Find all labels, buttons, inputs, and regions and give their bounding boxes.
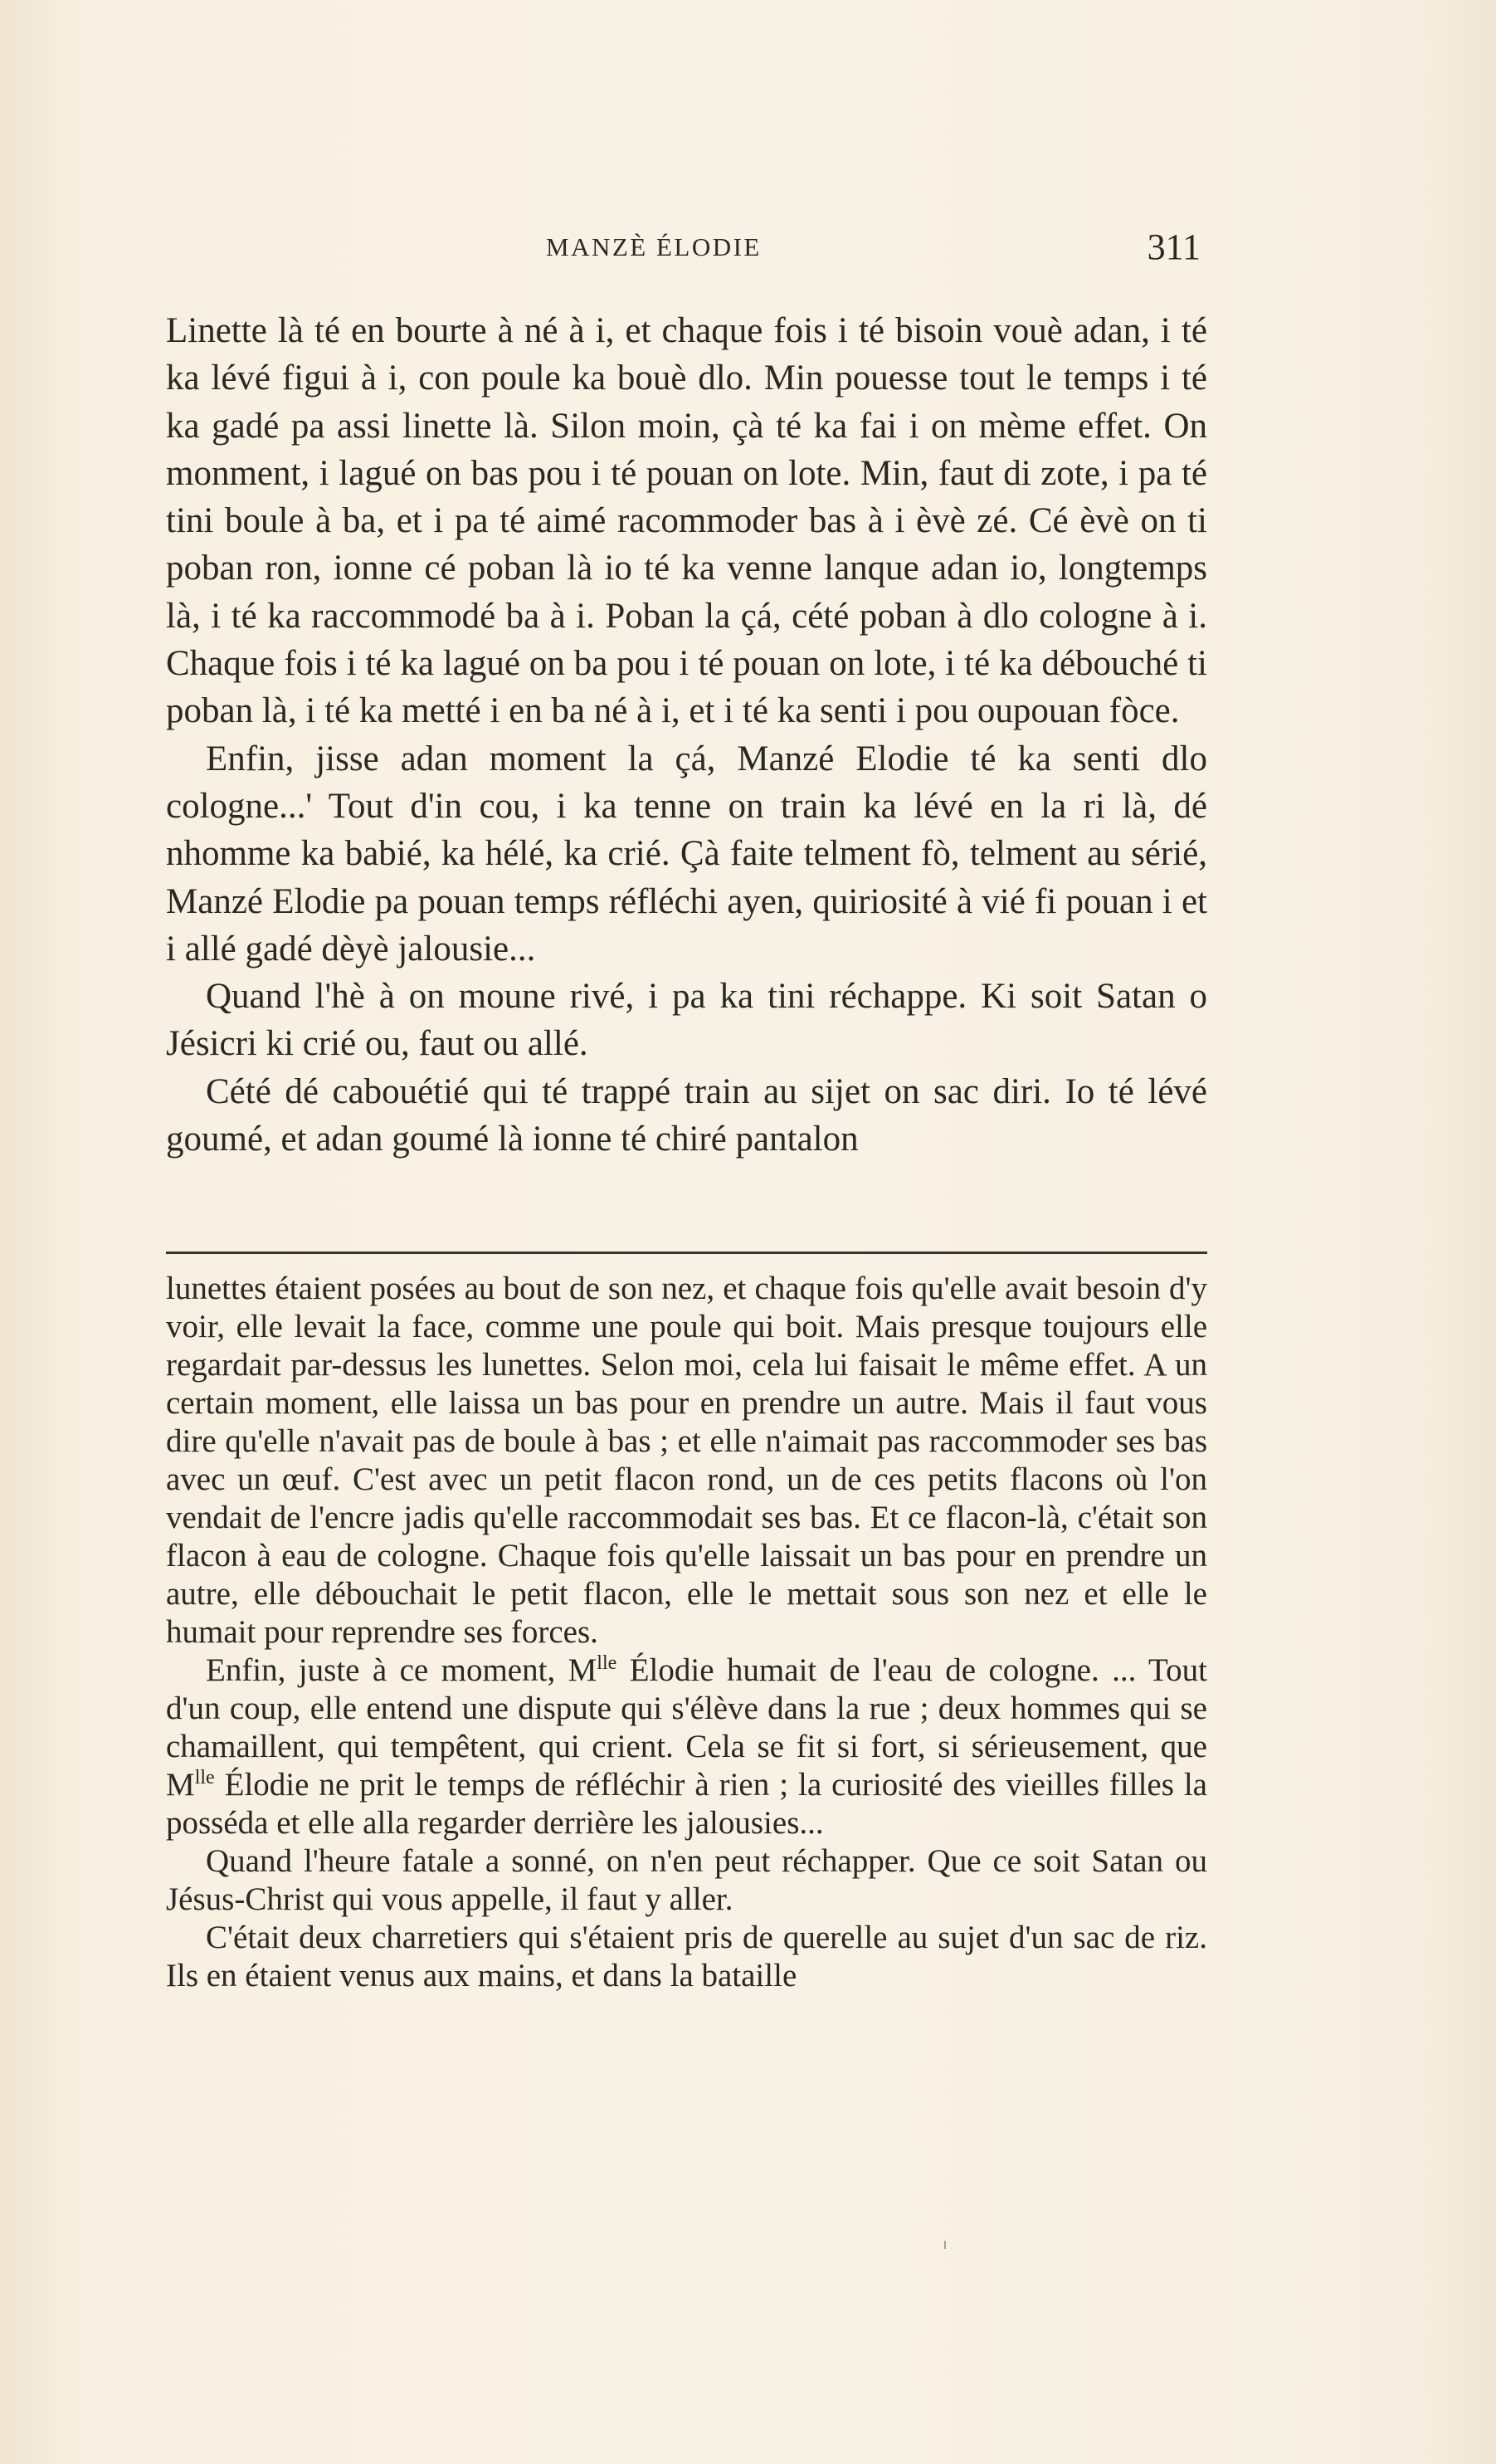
paper-mark [944, 2241, 946, 2249]
french-text-run: C'était deux charretiers qui s'étaient pris de querelle au sujet d'un sac de riz. Ils en étaient venus aux mains, et dans la bataille [166, 1920, 1207, 1993]
superscript: lle [194, 1767, 215, 1788]
french-text-run: Enfin, juste à ce moment, M [206, 1652, 597, 1688]
french-paragraph [166, 1270, 1207, 1652]
running-title: MANZÈ ÉLODIE [546, 232, 762, 261]
french-text-run: lunettes étaient posées au bout de son nez, et chaque fois qu'elle avait besoin d'y voir, elle levait la face, comme une poule qui boit. Mais presque toujours elle regardait par-dessus les lunettes. Selon moi, cela lui faisait le même effet. A un certain moment, elle laissa un bas pour en prendre un autre. Mais il faut vous dire qu'elle n'avait pas de boule à bas ; et elle n'aimait pas raccommoder ses bas avec un œuf. C'est avec un petit flacon rond, un de ces petits flacons où l'on vendait de l'encre jadis qu'elle raccommodait ses bas. Et ce flacon-là, c'était son flacon à eau de cologne. Chaque fois qu'elle laissait un bas pour en prendre un autre, elle débouchait le petit flacon, elle le mettait sous son nez et elle le humait pour reprendre ses forces. [166, 1271, 1207, 1650]
page-number: 311 [1147, 227, 1201, 267]
french-text-run: Élodie ne prit le temps de réfléchir à rien ; la curiosité des vieilles filles la posséda et elle alla regarder derrière les jalousies... [166, 1767, 1207, 1841]
creole-text-block [166, 307, 1207, 1163]
french-text-run: Élodie humait de l'eau de cologne. ... Tout d'un coup, elle entend une dispute qui s'élève dans la rue ; deux hommes qui se chamaillent, qui tempêtent, qui crient. Cela se fit si fort, si sérieusement, que M [166, 1652, 1207, 1803]
french-translation-block [166, 1270, 1207, 1995]
creole-paragraph: Linette là té en bourte à né à i, et chaque fois i té bisoin vouè adan, i té ka lévé figui à i, con poule ka bouè dlo. Min pouesse tout le temps i té ka gadé pa assi linette là. Silon moin, çà té ka fai i on mème effet. On monment, i lagué on bas pou i té pouan on lote. Min, faut di zote, i pa té tini boule à ba, et i pa té aimé racommoder bas à i èvè zé. Cé èvè on ti poban ron, ionne cé poban là io té ka venne lanque adan io, longtemps là, i té ka raccommodé ba à i. Poban la çá, cété poban à dlo cologne à i. Chaque fois i té ka lagué on ba pou i té pouan on lote, i té ka débouché ti poban là, i té ka metté i en ba né à i, et i té ka senti i pou oupouan fòce. [166, 311, 1207, 731]
creole-paragraph: Quand l'hè à on moune rivé, i pa ka tini réchappe. Ki soit Satan o Jésicri ki crié ou, faut ou allé. [166, 977, 1207, 1064]
creole-paragraph: Enfin, jisse adan moment la çá, Manzé Elodie té ka senti dlo cologne...' Tout d'in cou, i ka tenne on train ka lévé en la ri là, dé nhomme ka babié, ka hélé, ka crié. Çà faite telment fò, telment au sérié, Manzé Elodie pa pouan temps réfléchi ayen, quiriosité à vié fi pouan i et i allé gadé dèyè jalousie... [166, 739, 1207, 969]
french-paragraph [166, 1842, 1207, 1919]
superscript: lle [597, 1652, 617, 1674]
section-divider [166, 1252, 1207, 1254]
creole-paragraph: Cété dé cabouétié qui té trappé train au sijet on sac diri. Io té lévé goumé, et adan goumé là ionne té chiré pantalon [166, 1071, 1207, 1159]
french-paragraph [166, 1652, 1207, 1842]
french-text-run: Quand l'heure fatale a sonné, on n'en peut réchapper. Que ce soit Satan ou Jésus-Christ qui vous appelle, il faut y aller. [166, 1843, 1207, 1917]
page-header [166, 226, 1207, 276]
french-paragraph [166, 1919, 1207, 1995]
